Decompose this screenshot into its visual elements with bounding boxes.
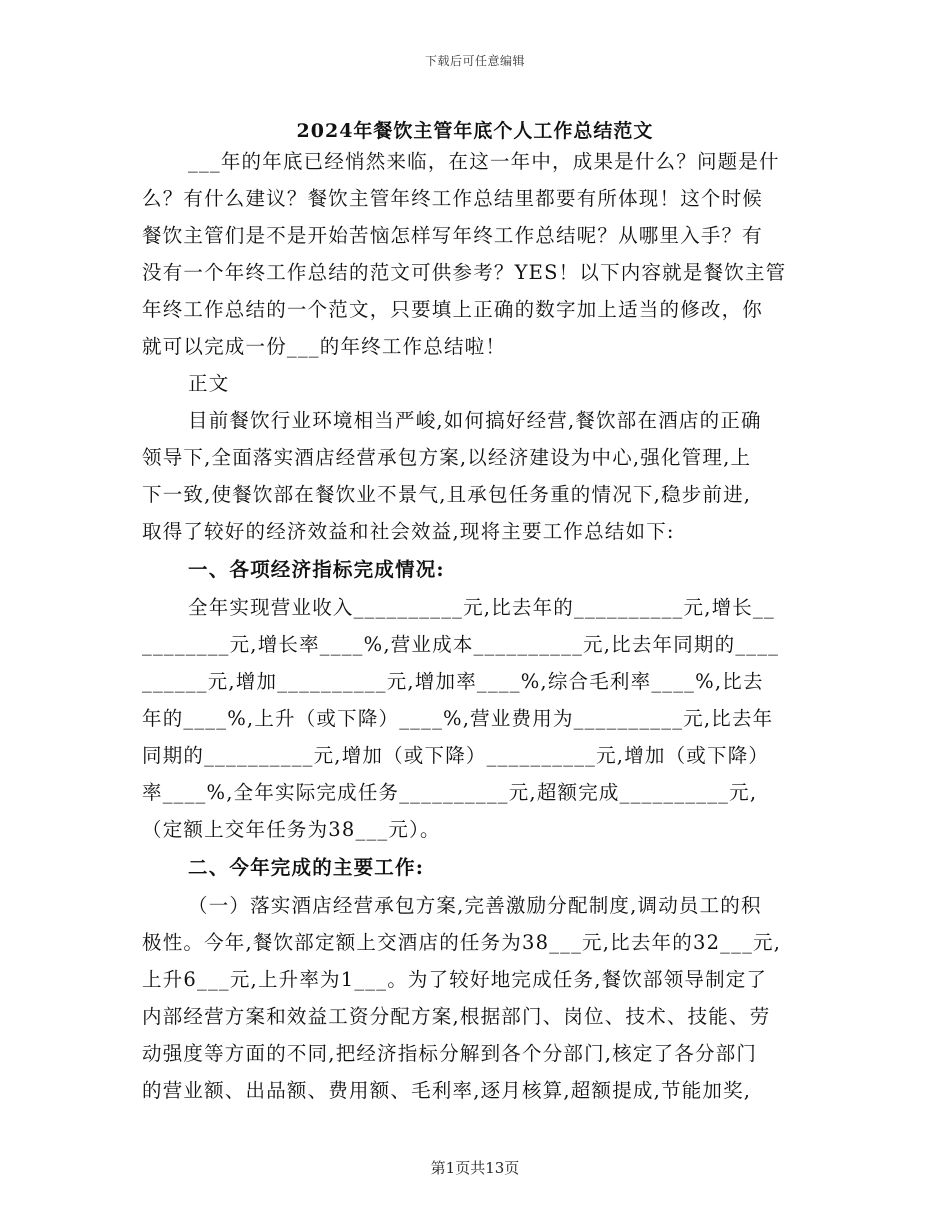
intro-line: 么？有什么建议？餐饮主管年终工作总结里都要有所体现！这个时候 [142,187,764,210]
section-heading: 一、各项经济指标完成情况: [188,558,445,581]
paragraph-line: （定额上交年任务为38___元）。 [142,818,441,841]
paragraph-line: 的营业额、出品额、费用额、毛利率,逐月核算,超额提成,节能加奖, [142,1079,752,1102]
section-heading: 二、今年完成的主要工作: [188,856,425,879]
paragraph-line: 领导下,全面落实酒店经营承包方案,以经济建设为中心,强化管理,上 [142,446,752,469]
paragraph-line: 同期的__________元,增加（或下降）__________元,增加（或下降） [142,744,770,767]
paragraph-line: 率____%,全年实际完成任务__________元,超额完成__________元, [142,781,758,804]
paragraph-line: 动强度等方面的不同,把经济指标分解到各个分部门,核定了各分部门 [142,1042,758,1065]
intro-line: 年终工作总结的一个范文，只要填上正确的数字加上适当的修改，你 [142,298,764,321]
document-title: 2024年餐饮主管年底个人工作总结范文 [296,120,654,142]
body-label: 正文 [188,372,230,395]
paragraph-line: 极性。今年,餐饮部定额上交酒店的任务为38___元,比去年的32___元, [142,931,782,954]
paragraph-line: 目前餐饮行业环境相当严峻,如何搞好经营,餐饮部在酒店的正确 [188,409,762,432]
header-note: 下载后可任意编辑 [424,54,525,68]
intro-line: ___年的年底已经悄然来临，在这一年中，成果是什么？问题是什 [188,150,780,173]
intro-line: 没有一个年终工作总结的范文可供参考？YES！以下内容就是餐饮主管 [142,261,787,284]
paragraph-line: ________元,增长率____%,营业成本__________元,比去年同期的____ [142,633,780,656]
paragraph-line: 内部经营方案和效益工资分配方案,根据部门、岗位、技术、技能、劳 [142,1005,771,1028]
page-number-footer: 第1页共13页 [430,1159,520,1177]
paragraph-line: 年的____%,上升（或下降）____%,营业费用为__________元,比去年 [142,707,774,730]
paragraph-line: 全年实现营业收入__________元,比去年的__________元,增长__ [188,596,775,619]
paragraph-line: ______元,增加__________元,增加率____%,综合毛利率____%,比去 [142,670,764,693]
intro-line: 就可以完成一份___的年终工作总结啦！ [142,335,507,358]
paragraph-line: 上升6___元,上升率为1___。为了较好地完成任务,餐饮部领导制定了 [142,968,768,991]
paragraph-line: 取得了较好的经济效益和社会效益,现将主要工作总结如下: [142,520,675,543]
intro-line: 餐饮主管们是不是开始苦恼怎样写年终工作总结呢？从哪里入手？有 [142,224,764,247]
paragraph-line: 下一致,使餐饮部在餐饮业不景气,且承包任务重的情况下,稳步前进, [142,483,752,506]
paragraph-line: （一）落实酒店经营承包方案,完善激励分配制度,调动员工的积 [188,894,762,917]
